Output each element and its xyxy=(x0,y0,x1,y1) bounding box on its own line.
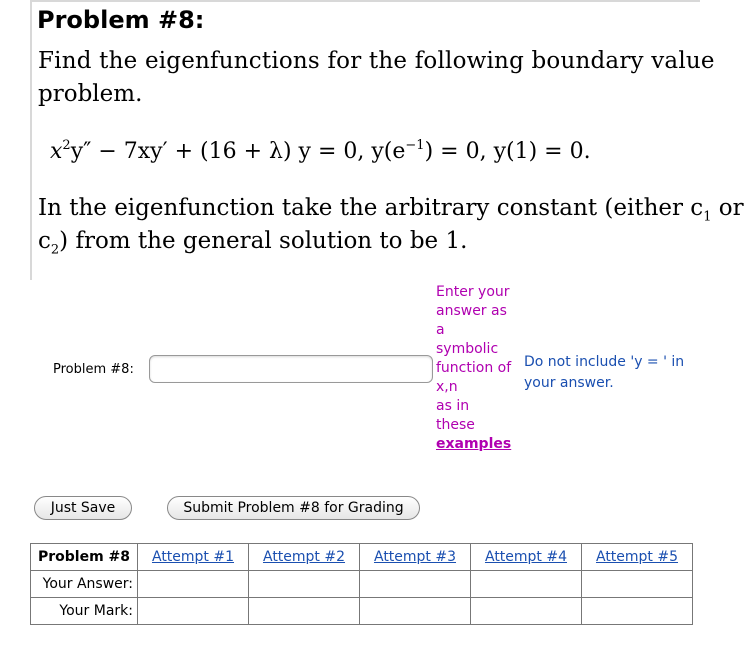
attempt-link[interactable]: Attempt #1 xyxy=(138,544,249,571)
table-header: Problem #8 xyxy=(31,544,138,571)
table-cell xyxy=(249,571,360,598)
table-row xyxy=(31,598,693,625)
table-cell xyxy=(582,598,693,625)
hint-line: a xyxy=(436,322,445,338)
answer-note: Do not include 'y = ' in your answer. xyxy=(524,354,685,391)
hint-line: x,n xyxy=(436,379,458,395)
problem-statement-line2: problem. xyxy=(38,81,143,107)
hint-line: as in xyxy=(436,398,470,414)
attempt-link[interactable]: Attempt #3 xyxy=(360,544,471,571)
table-row xyxy=(31,544,693,571)
answer-input[interactable] xyxy=(149,355,433,383)
problem-statement-line1: Find the eigenfunctions for the following boundary value xyxy=(38,48,715,74)
attempt-link[interactable]: Attempt #4 xyxy=(471,544,582,571)
just-save-button[interactable]: Just Save xyxy=(34,496,132,520)
table-cell xyxy=(471,598,582,625)
table-cell xyxy=(360,571,471,598)
table-row xyxy=(31,571,693,598)
answer-label: Problem #8: xyxy=(53,362,134,377)
table-cell xyxy=(138,598,249,625)
row-label: Your Mark: xyxy=(31,598,138,625)
top-border xyxy=(30,0,700,2)
table-cell xyxy=(582,571,693,598)
instruction-line2: $c_2$) from the general solution to be 1. xyxy=(38,228,468,258)
table-cell xyxy=(249,598,360,625)
answer-hint xyxy=(436,283,516,454)
hint-line: symbolic xyxy=(436,341,499,357)
hint-line: function of xyxy=(436,360,512,376)
hint-line: answer as xyxy=(436,303,507,319)
row-label: Your Answer: xyxy=(31,571,138,598)
examples-link[interactable]: examples xyxy=(436,436,512,452)
problem-title: Problem #8: xyxy=(37,6,205,34)
boundary-value-equation: $x^2y'' - 7xy' + (16 + \lambda) y = 0$, $y(e^{-1}) = 0$, y(1) = 0. xyxy=(50,138,591,164)
submit-grading-button[interactable]: Submit Problem #8 for Grading xyxy=(167,496,420,520)
table-cell xyxy=(138,571,249,598)
hint-line: Enter your xyxy=(436,284,510,300)
hint-line: these xyxy=(436,417,475,433)
table-cell xyxy=(471,571,582,598)
attempt-link[interactable]: Attempt #5 xyxy=(582,544,693,571)
attempts-table xyxy=(30,543,693,625)
instruction-line1: In the eigenfunction take the arbitrary constant (either $c_1$ or xyxy=(38,195,744,225)
left-border xyxy=(30,0,32,280)
table-cell xyxy=(360,598,471,625)
attempt-link[interactable]: Attempt #2 xyxy=(249,544,360,571)
